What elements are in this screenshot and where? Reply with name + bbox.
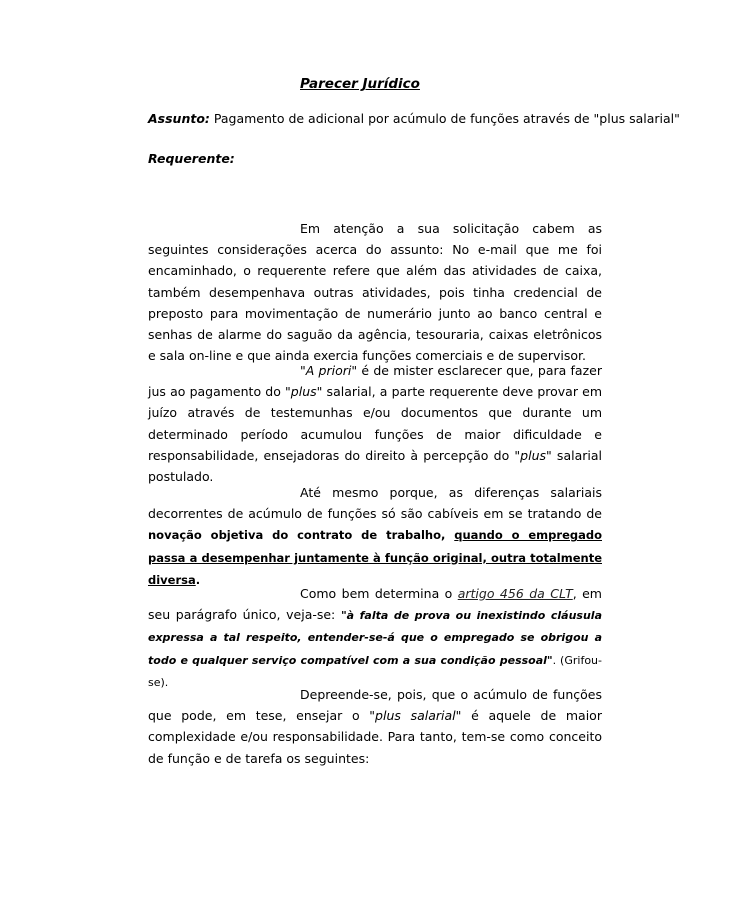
subject-text: Pagamento de adicional por acúmulo de funções através de "plus salarial" bbox=[209, 111, 680, 126]
paragraph-4-text-e: . (Grifou-se). bbox=[148, 653, 602, 689]
paragraph-5 bbox=[148, 684, 602, 769]
requester-label: Requerente: bbox=[148, 151, 235, 166]
paragraph-5-text-a: Depreende-se, pois, que o acúmulo de funções que pode, em tese, ensejar o bbox=[148, 687, 602, 724]
paragraph-4-text-c: , em seu parágrafo único, veja-se: bbox=[148, 586, 602, 623]
clt-quote: "à falta de prova ou inexistindo cláusula expressa a tal respeito, entender-se-á que o empregado se obrigou a todo e qualquer serviço compatível com a sua condição pessoal" bbox=[148, 609, 602, 667]
subject-line bbox=[148, 111, 680, 126]
paragraph-2-text-f: salarial postulado. bbox=[148, 447, 602, 485]
paragraph-2-text-b: é de mister esclarecer que, para fazer jus ao pagamento do bbox=[148, 363, 602, 400]
a-priori-text: "A priori" bbox=[300, 363, 358, 378]
funcao-underlined-text: quando o empregado passa a desempenhar juntamente à função original, outra totalmente diversa bbox=[148, 528, 602, 587]
plus-salarial-text: "plus salarial" bbox=[369, 708, 462, 724]
paragraph-3-period: . bbox=[195, 572, 201, 587]
paragraph-1 bbox=[148, 218, 602, 366]
paragraph-4 bbox=[148, 583, 602, 693]
paragraph-3-comma: , bbox=[441, 528, 455, 543]
plus-text-2: "plus" bbox=[514, 447, 552, 463]
paragraph-3-text-a: Até mesmo porque, as diferenças salariais decorrentes de acúmulo de funções só são cabíveis em se tratando de bbox=[148, 485, 602, 522]
requester-line bbox=[148, 151, 235, 166]
paragraph-2 bbox=[148, 360, 602, 487]
novacao-bold-text: novação objetiva do contrato de trabalho bbox=[148, 528, 442, 543]
plus-text-1: "plus" bbox=[285, 384, 323, 400]
clt-article-link[interactable]: artigo 456 da CLT bbox=[457, 586, 573, 601]
paragraph-2-text-d: salarial, a parte requerente deve provar em juízo através de testemunhas e/ou documentos que durante um determinado período acumulou funções de maior dificuldade e responsabilidade, ensejadoras do direito à percepção do bbox=[148, 384, 603, 463]
document-title: Parecer Jurídico bbox=[300, 76, 420, 92]
paragraph-5-text-c: é aquele de maior complexidade e/ou responsabilidade. Para tanto, tem-se como conceito de função e de tarefa os seguintes: bbox=[148, 708, 602, 766]
subject-label: Assunto: bbox=[148, 111, 210, 126]
paragraph-1-text: Em atenção a sua solicitação cabem as seguintes considerações acerca do assunto: No e-mail que me foi encaminhado, o requerente refere que além das atividades de caixa, também desempenhava outras atividades, pois tinha credencial de preposto para movimentação de numerário junto ao banco central e senhas de alarme do saguão da agência, tesouraria, caixas eletrônicos e sala on-line e que ainda exercia funções comerciais e de supervisor. bbox=[148, 221, 602, 364]
paragraph-4-text-a: Como bem determina o bbox=[300, 586, 458, 601]
paragraph-3 bbox=[148, 482, 602, 591]
